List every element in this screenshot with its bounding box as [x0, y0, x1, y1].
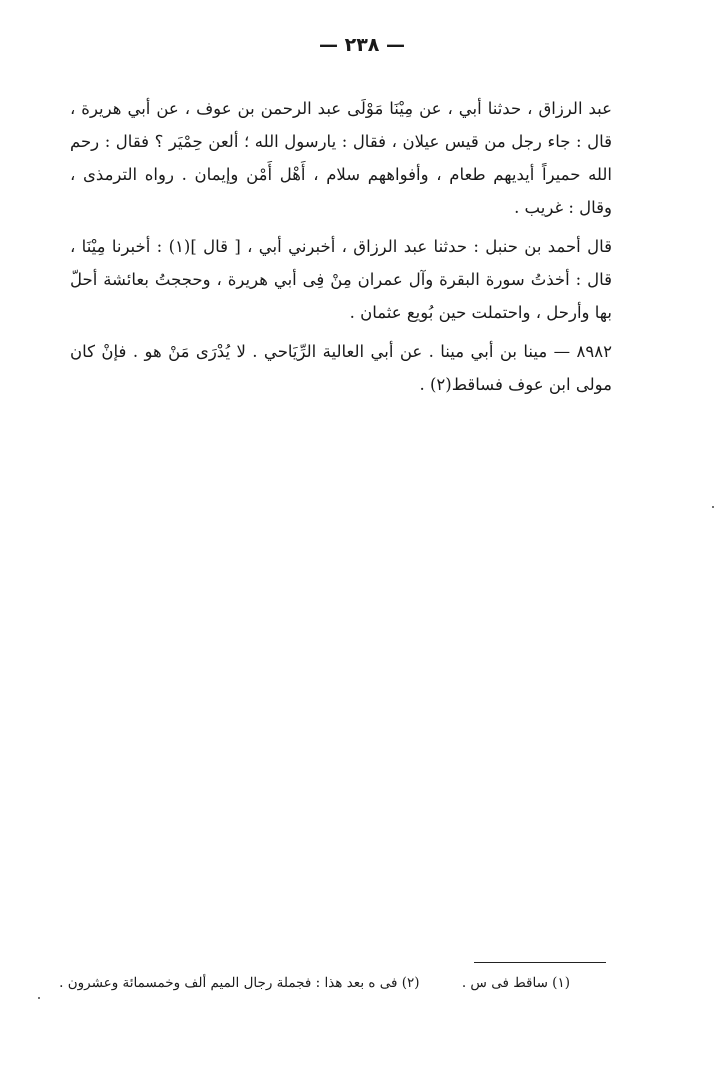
footnote-divider — [474, 962, 606, 963]
paragraph: عبد الرزاق ، حدثنا أبي ، عن مِيْنَا مَوْلَى عبد الرحمن بن عوف ، عن أبي هريرة ، قال : جاء رجل من قيس عيلان ، فقال : يارسول الله ؛ ألعن حِمْيَر ؟ فقال : رحم الله حميراً أيديهم طعام ، وأفواههم سلام ، أَهْل أَمْن وإيمان . رواه الترمذى ، وقال : غريب . — [70, 99, 612, 217]
footnote-2: (٢) فى ه بعد هذا : فجملة رجال الميم ألف وخمسمائة وعشرون . — [59, 975, 420, 991]
footnotes — [60, 972, 570, 994]
paragraph: قال أحمد بن حنبل : حدثنا عبد الرزاق ، أخبرني أبي ، [ قال ](١) : أخبرنا مِيْنَا ، قال : أخذتُ سورة البقرة وآل عمران مِنْ فِى أبي هريرة ، وحججتُ بعائشة أحلّ بها وأرحل ، واحتملت حين بُويع عثمان . — [70, 237, 612, 322]
paragraph: ٨٩٨٢ — مينا بن أبي مينا . عن أبي العالية الرِّيَاحي . لا يُدْرَى مَنْ هو . فإنْ كان مولى ابن عوف فساقط(٢) . — [70, 342, 612, 394]
main-text — [70, 92, 612, 407]
footnote-1: (١) ساقط فى س . — [461, 975, 570, 991]
scan-speck — [712, 506, 714, 508]
page-number: — ٢٣٨ — — [318, 34, 406, 56]
scan-speck — [38, 997, 40, 999]
